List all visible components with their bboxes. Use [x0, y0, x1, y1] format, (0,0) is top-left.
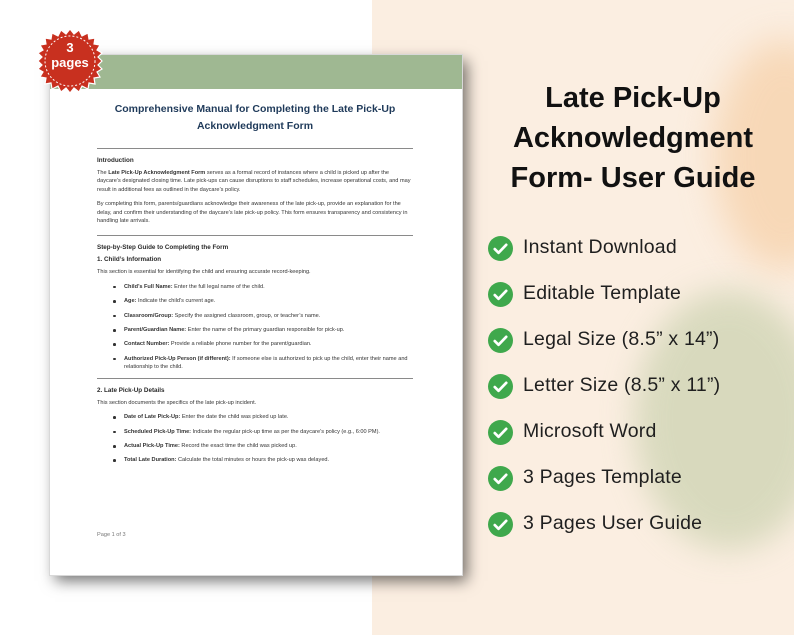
- feature-item: [488, 370, 788, 416]
- document-header-band: [50, 55, 462, 89]
- item-text: Indicate the regular pick-up time as per the daycare’s policy (e.g., 6:00 PM).: [191, 428, 380, 435]
- badge-word: pages: [51, 55, 89, 70]
- feature-label: Microsoft Word: [523, 420, 657, 442]
- divider: [97, 148, 413, 149]
- check-circle-icon: [488, 328, 513, 353]
- item-text: Enter the name of the primary guardian responsible for pick-up.: [186, 327, 345, 334]
- badge-number: 3: [66, 40, 74, 55]
- feature-item: [488, 462, 788, 508]
- feature-item: [488, 508, 788, 554]
- section-2-intro: This section documents the specifics of the late pick-up incident.: [97, 399, 257, 406]
- feature-label: Letter Size (8.5” x 11”): [523, 374, 721, 396]
- headline-line-2: Acknowledgment: [512, 122, 754, 154]
- item-label: Actual Pick-Up Time:: [124, 442, 180, 449]
- intro-paragraph-1: [97, 169, 413, 194]
- guide-heading: Step-by-Step Guide to Completing the Form: [97, 244, 229, 252]
- section-2-heading: 2. Late Pick-Up Details: [97, 386, 165, 394]
- item-label: Age:: [124, 298, 137, 305]
- item-label: Child’s Full Name:: [124, 283, 173, 290]
- intro-paragraph-2: By completing this form, parents/guardians acknowledge their awareness of the late pick-up, provide an explanation for the delay, and confirm their understanding of the daycare’s late pick-up policy. This form ensures transparency and consistency in handling late arrivals.: [97, 201, 408, 225]
- section-1-heading: 1. Child’s Information: [97, 256, 162, 264]
- list-item: [97, 340, 413, 348]
- intro-p1-bold: Late Pick-Up Acknowledgment Form: [108, 170, 206, 176]
- item-text: Indicate the child’s current age.: [136, 298, 216, 305]
- intro-p1-post: serves as a formal record of instances where a child is picked up after the daycare’s designated closing time. Late pick-ups can cause disruptions to staff schedules, increase operational costs, and may result in additional fees as outlined in the daycare’s policy.: [97, 170, 411, 193]
- page-number: Page 1 of 3: [97, 532, 126, 538]
- list-item: [97, 283, 413, 291]
- divider: [97, 378, 413, 379]
- item-text: Calculate the total minutes or hours the pick-up was delayed.: [176, 457, 330, 464]
- document-title-line-2: Acknowledgment Form: [196, 120, 314, 132]
- check-circle-icon: [488, 374, 513, 399]
- feature-item: [488, 416, 788, 462]
- document-title: [97, 101, 413, 135]
- item-label: Authorized Pick-Up Person (if different):: [124, 355, 231, 362]
- check-circle-icon: [488, 512, 513, 537]
- feature-item: [488, 324, 788, 370]
- list-item: [97, 413, 413, 421]
- document-title-line-1: Comprehensive Manual for Completing the Late Pick-Up: [114, 103, 396, 115]
- list-item: [97, 442, 413, 450]
- item-text: Record the exact time the child was picked up.: [179, 442, 297, 449]
- item-text: Provide a reliable phone number for the parent/guardian.: [169, 341, 312, 348]
- list-item: [97, 297, 413, 305]
- badge-text: [37, 40, 103, 70]
- item-label: Date of Late Pick-Up:: [124, 414, 181, 421]
- feature-label: 3 Pages Template: [523, 466, 682, 488]
- product-headline: [488, 78, 778, 198]
- divider: [97, 235, 413, 236]
- feature-label: Instant Download: [523, 236, 677, 258]
- item-text: Enter the date the child was picked up late.: [180, 414, 289, 421]
- list-item: [97, 326, 413, 334]
- check-circle-icon: [488, 236, 513, 261]
- headline-line-3: Form- User Guide: [510, 162, 756, 194]
- item-label: Parent/Guardian Name:: [124, 327, 187, 334]
- intro-p1-pre: The: [97, 170, 109, 176]
- list-item: [97, 312, 413, 320]
- headline-line-1: Late Pick-Up: [545, 82, 721, 114]
- document-body: [97, 89, 413, 471]
- section-1-intro: This section is essential for identifying the child and ensuring accurate record-keeping.: [97, 269, 311, 276]
- item-label: Contact Number:: [124, 341, 170, 348]
- item-label: Total Late Duration:: [124, 457, 177, 464]
- item-label: Classroom/Group:: [124, 312, 174, 319]
- item-text: Enter the full legal name of the child.: [172, 283, 265, 290]
- item-text: Specify the assigned classroom, group, or teacher’s name.: [173, 312, 321, 319]
- feature-list: [488, 232, 788, 554]
- feature-label: Legal Size (8.5” x 14”): [523, 328, 720, 350]
- list-item: [97, 456, 413, 464]
- list-item: [97, 355, 413, 372]
- item-text: If someone else is authorized to pick up the child, enter their name and relationship to the child.: [124, 355, 408, 371]
- list-item: [97, 428, 413, 436]
- intro-heading: Introduction: [97, 157, 134, 164]
- section-1-list: [97, 283, 413, 372]
- section-2-list: [97, 413, 413, 465]
- document-preview: [50, 55, 462, 575]
- check-circle-icon: [488, 420, 513, 445]
- item-label: Scheduled Pick-Up Time:: [124, 428, 192, 435]
- feature-item: [488, 232, 788, 278]
- check-circle-icon: [488, 282, 513, 307]
- feature-label: 3 Pages User Guide: [523, 512, 703, 534]
- check-circle-icon: [488, 466, 513, 491]
- feature-item: [488, 278, 788, 324]
- feature-label: Editable Template: [523, 282, 682, 304]
